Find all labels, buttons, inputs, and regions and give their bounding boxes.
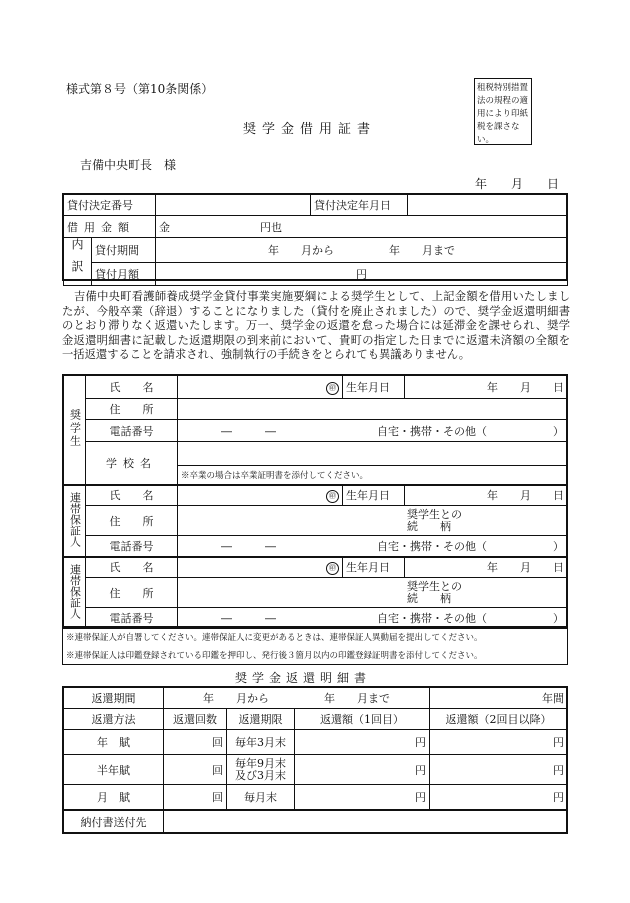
method-cell: 月 賦 [64, 785, 164, 810]
deadline-cell: 毎年9月末及び3月末 [227, 755, 295, 785]
monthly-amount-field[interactable]: 円 [156, 262, 568, 285]
student-phone-field[interactable] [178, 420, 568, 442]
guarantor1-name-field[interactable] [178, 485, 343, 506]
repayment-period-label: 返還期間 [64, 688, 164, 709]
notes-box [62, 627, 568, 665]
decision-date-label: 貸付決定年月日 [311, 195, 408, 216]
issue-date: 年 月 日 [475, 177, 560, 191]
relation-label-line2: 続 柄 [407, 519, 451, 533]
form-number: 様式第８号（第10条関係） [66, 82, 214, 96]
relation-label-line1: 奨学生との [407, 507, 462, 521]
repayment-row [64, 785, 568, 810]
deadline-cell: 毎月末 [227, 785, 295, 810]
method-header: 返還方法 [64, 709, 164, 730]
guarantor2-birth-field[interactable]: 年 月 日 [405, 557, 568, 578]
amount-suffix: 円也 [260, 220, 282, 234]
repayment-row [64, 755, 568, 785]
guarantor2-phone-field[interactable] [178, 608, 568, 629]
repayment-years-field[interactable] [430, 688, 568, 709]
persons-table [63, 375, 568, 629]
student-name-field[interactable] [178, 376, 343, 399]
guarantor1-relation-label [407, 509, 469, 533]
loan-period-field[interactable]: 年 月から 年 月まで [156, 238, 568, 263]
later-amount-cell[interactable]: 円 [430, 730, 568, 755]
repayment-years-label: 年間 [542, 692, 565, 705]
loan-amount-label: 借用金額 [64, 216, 156, 238]
guarantor2-relation-label [407, 581, 469, 605]
guarantor2-phone-label: 電話番号 [86, 608, 178, 629]
count-cell[interactable]: 回 [164, 755, 227, 785]
guarantor1-phone-number: ― ― [221, 539, 276, 553]
stamp-tax-note: 租税特別措置法の規程の適用により印紙税を課さない。 [474, 78, 532, 145]
deadline-header: 返還期限 [227, 709, 295, 730]
student-phone-number: ― ― [221, 424, 276, 438]
student-address-field[interactable] [178, 399, 568, 420]
guarantor2-phone-type: 自宅・携帯・その他（ ） [377, 612, 564, 625]
guarantor2-phone-number: ― ― [221, 612, 276, 625]
period-label: 貸付期間 [92, 238, 156, 263]
remit-label: 納付書送付先 [64, 810, 164, 834]
student-school-note: ※卒業の場合は卒業証明書を添付してください。 [178, 466, 568, 485]
note-1: ※連帯保証人が自署してください。連帯保証人に変更があるときは、連帯保証人異動届を提出してください。 [66, 633, 483, 643]
student-name-label: 氏 名 [86, 376, 178, 399]
guarantor1-phone-type: 自宅・携帯・その他（ ） [377, 539, 564, 553]
page-title: 奨学金借用証書 [243, 122, 377, 137]
guarantor1-name-label: 氏 名 [86, 485, 178, 506]
body-text: 吉備中央町看護師養成奨学金貸付事業実施要綱による奨学生として、上記金額を借用いたしましたが、今般卒業（辞退）することになりました（貸付を廃止されました）ので、奨学金返還明細書のとおり滞りなく返還いたします。万一、奨学金の返還を怠った場合には延滞金を課せられ、奨学金返還明細書に記載した返還期限の到来前において、貴町の指定した日までに返還未済額の全額を一括返還することを請求され、強制執行の手続きをとられても異議ありません。 [62, 290, 570, 361]
student-section-label [64, 376, 86, 485]
guarantor2-name-field[interactable] [178, 557, 343, 578]
relation-label-line1: 奨学生との [407, 579, 462, 593]
method-cell: 半年賦 [64, 755, 164, 785]
first-amount-cell[interactable]: 円 [295, 755, 430, 785]
guarantor2-section-text: 連帯保証人 [68, 563, 82, 619]
guarantor1-address-field[interactable] [178, 506, 568, 536]
guarantor1-birth-field[interactable]: 年 月 日 [405, 485, 568, 506]
guarantor2-address-field[interactable] [178, 578, 568, 608]
student-school-field[interactable] [178, 442, 568, 466]
student-section-text: 奨学生 [68, 408, 82, 448]
student-school-label: 学校名 [86, 442, 178, 485]
guarantor1-address-label: 住 所 [86, 506, 178, 536]
deadline-cell: 毎年3月末 [227, 730, 295, 755]
seal-icon: ㊞ [326, 382, 339, 395]
later-amount-header: 返還額（2回目以降） [430, 709, 568, 730]
decision-date-field[interactable] [408, 195, 568, 216]
guarantor1-section-label [64, 485, 86, 557]
guarantor1-phone-label: 電話番号 [86, 536, 178, 557]
guarantor1-section-text: 連帯保証人 [68, 491, 82, 547]
repayment-table [63, 687, 568, 834]
first-amount-cell[interactable]: 円 [295, 785, 430, 810]
monthly-label: 貸付月額 [92, 262, 156, 285]
breakdown-label-text: 内訳 [70, 238, 84, 282]
guarantor2-birth-label: 生年月日 [343, 557, 405, 578]
loan-amount-field[interactable] [156, 216, 568, 238]
guarantor2-section-label [64, 557, 86, 629]
decision-number-label: 貸付決定番号 [64, 195, 156, 216]
guarantor1-phone-field[interactable] [178, 536, 568, 557]
remit-address-field[interactable] [164, 810, 568, 834]
addressee: 吉備中央町長 様 [80, 158, 177, 172]
first-amount-cell[interactable]: 円 [295, 730, 430, 755]
breakdown-label [64, 238, 92, 286]
amount-prefix: 金 [159, 220, 170, 234]
seal-icon: ㊞ [326, 562, 339, 575]
student-phone-type: 自宅・携帯・その他（ ） [377, 424, 564, 438]
student-phone-label: 電話番号 [86, 420, 178, 442]
repayment-row [64, 730, 568, 755]
guarantor2-address-label: 住 所 [86, 578, 178, 608]
note-2: ※連帯保証人は印鑑登録されている印鑑を押印し、発行後３箇月以内の印鑑登録証明書を添付してください。 [66, 651, 483, 661]
student-birth-field[interactable]: 年 月 日 [405, 376, 568, 399]
count-cell[interactable]: 回 [164, 785, 227, 810]
guarantor1-birth-label: 生年月日 [343, 485, 405, 506]
later-amount-cell[interactable]: 円 [430, 755, 568, 785]
loan-table [63, 194, 568, 286]
decision-number-field[interactable] [156, 195, 311, 216]
method-cell: 年 賦 [64, 730, 164, 755]
student-birth-label: 生年月日 [343, 376, 405, 399]
count-header: 返還回数 [164, 709, 227, 730]
seal-icon: ㊞ [326, 490, 339, 503]
first-amount-header: 返還額（1回目） [295, 709, 430, 730]
repayment-title: 奨学金返還明細書 [235, 671, 372, 685]
count-cell[interactable]: 回 [164, 730, 227, 755]
repayment-period-field[interactable]: 年 月から 年 月まで [164, 688, 430, 709]
relation-label-line2: 続 柄 [407, 591, 451, 605]
guarantor2-name-label: 氏 名 [86, 557, 178, 578]
later-amount-cell[interactable]: 円 [430, 785, 568, 810]
student-address-label: 住 所 [86, 399, 178, 420]
